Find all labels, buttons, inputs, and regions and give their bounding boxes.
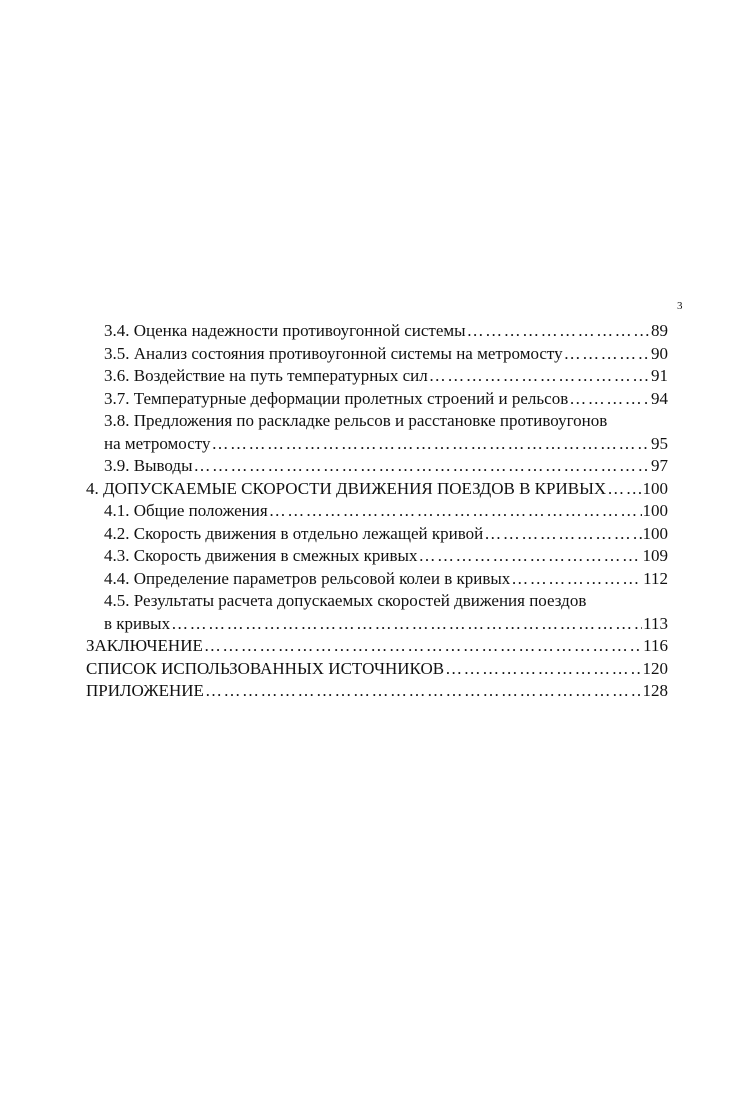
toc-entry bbox=[86, 500, 668, 523]
toc-leader-dots bbox=[171, 613, 642, 636]
toc-entry-page: 100 bbox=[642, 478, 668, 498]
toc-entry-title: 4.1. Общие положения bbox=[104, 501, 268, 520]
toc-entry bbox=[86, 320, 668, 343]
toc-entry-title: 4.3. Скорость движения в смежных кривых bbox=[104, 546, 418, 565]
toc-entry bbox=[86, 388, 668, 411]
toc-entry-page: 113 bbox=[643, 613, 668, 633]
toc-entry bbox=[86, 455, 668, 478]
toc-leader-dots bbox=[607, 478, 641, 501]
toc-entry bbox=[86, 365, 668, 388]
toc-leader-dots bbox=[194, 455, 650, 478]
toc-entry bbox=[86, 658, 668, 681]
toc-entry bbox=[86, 410, 668, 433]
toc-leader-dots bbox=[205, 680, 642, 703]
toc-entry-title: 4.2. Скорость движения в отдельно лежащей кривой bbox=[104, 523, 484, 543]
toc-entry bbox=[86, 545, 668, 568]
toc-leader-dots bbox=[429, 365, 650, 388]
toc-entry bbox=[86, 680, 668, 703]
toc-entry bbox=[86, 523, 668, 546]
toc-entry bbox=[86, 613, 668, 636]
page-number: 3 bbox=[677, 300, 683, 312]
toc-entry bbox=[86, 635, 668, 658]
toc-entry-title: 3.7. Температурные деформации пролетных строений и рельсов bbox=[104, 388, 569, 408]
toc-entry-page: 90 bbox=[651, 343, 668, 363]
toc-entry-title: 3.4. Оценка надежности противоугонной системы bbox=[104, 321, 466, 340]
toc-entry-title: 3.8. Предложения по раскладке рельсов и расстановке противоугонов bbox=[104, 411, 608, 430]
table-of-contents bbox=[86, 320, 668, 703]
toc-leader-dots bbox=[484, 523, 641, 546]
toc-entry-page: 109 bbox=[642, 546, 668, 565]
toc-entry-title: ПРИЛОЖЕНИЕ bbox=[86, 681, 204, 700]
toc-leader-dots bbox=[467, 320, 650, 343]
toc-leader-dots bbox=[269, 500, 642, 523]
toc-entry-page: 97 bbox=[651, 456, 668, 475]
toc-entry bbox=[86, 478, 668, 501]
toc-entry-title: 3.9. Выводы bbox=[104, 456, 193, 475]
toc-entry-page: 112 bbox=[643, 568, 668, 588]
toc-entry-page: 91 bbox=[651, 366, 668, 385]
toc-leader-dots bbox=[564, 343, 650, 366]
toc-entry-title: 3.5. Анализ состояния противоугонной системы на метромосту bbox=[104, 343, 563, 363]
toc-entry-title: в кривых bbox=[104, 613, 171, 633]
toc-entry-page: 94 bbox=[651, 388, 668, 408]
toc-entry-page: 128 bbox=[642, 681, 668, 700]
toc-entry bbox=[86, 568, 668, 591]
toc-entry-title: 4.5. Результаты расчета допускаемых скоростей движения поездов bbox=[104, 591, 587, 610]
toc-entry-title: СПИСОК ИСПОЛЬЗОВАННЫХ ИСТОЧНИКОВ bbox=[86, 658, 445, 678]
toc-entry-page: 89 bbox=[651, 321, 668, 340]
toc-leader-dots bbox=[211, 433, 650, 456]
toc-entry-title: 4.4. Определение параметров рельсовой колеи в кривых bbox=[104, 568, 511, 588]
toc-entry bbox=[86, 590, 668, 613]
toc-entry-page: 95 bbox=[651, 433, 668, 453]
toc-entry-title: 3.6. Воздействие на путь температурных сил bbox=[104, 366, 428, 385]
toc-leader-dots bbox=[418, 545, 641, 568]
toc-entry bbox=[86, 433, 668, 456]
toc-entry-page: 100 bbox=[642, 523, 668, 543]
toc-entry-page: 116 bbox=[643, 636, 668, 655]
toc-leader-dots bbox=[204, 635, 642, 658]
toc-entry-page: 100 bbox=[642, 501, 668, 520]
toc-leader-dots bbox=[511, 568, 642, 591]
toc-entry-page: 120 bbox=[642, 658, 668, 678]
toc-entry bbox=[86, 343, 668, 366]
toc-entry-title: ЗАКЛЮЧЕНИЕ bbox=[86, 636, 203, 655]
toc-leader-dots bbox=[569, 388, 650, 411]
toc-leader-dots bbox=[445, 658, 641, 681]
toc-entry-title: на метромосту bbox=[104, 433, 211, 453]
toc-entry-title: 4. ДОПУСКАЕМЫЕ СКОРОСТИ ДВИЖЕНИЯ ПОЕЗДОВ В КРИВЫХ bbox=[86, 478, 607, 498]
